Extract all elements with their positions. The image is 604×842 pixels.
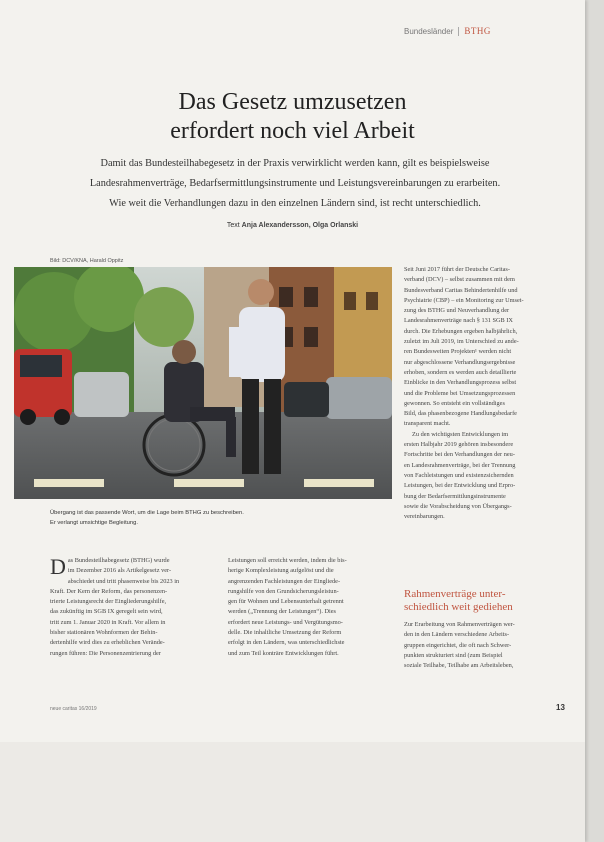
body-line: angrenzenden Fachleistungen der Eingliede- xyxy=(228,577,341,585)
body-line: punkten strukturiert sind (zum Beispiel xyxy=(404,651,503,659)
body-line: erhoben, sondern es werden auch detaillierte xyxy=(404,368,517,376)
caption-line: Übergang ist das passende Wort, um die Lage beim BTHG zu beschreiben. xyxy=(50,510,244,516)
body-line: ren Bundesweiten Projekten¹ werden nicht xyxy=(404,348,512,356)
body-line: Seit Juni 2017 führt der Deutsche Caritas- xyxy=(404,266,510,273)
author-names: Anja Alexandersson, Olga Orlanski xyxy=(241,222,359,229)
body-column-3 xyxy=(404,265,554,522)
body-line: tritt zum 1. Januar 2020 in Kraft. Vor allem in xyxy=(50,618,166,626)
photo-credit: Bild: DCV/KNA, Harald Oppitz xyxy=(50,258,124,264)
body-line: Psychiatrie (CBP) – ein Monitoring zur Umset- xyxy=(404,296,524,304)
body-line: durch. Die Erhebungen ergeben halbjährlich, xyxy=(404,327,518,335)
body-column-4 xyxy=(404,620,554,671)
subheading-line: schiedlich weit gediehen xyxy=(404,601,513,613)
running-head-brand: BTHG xyxy=(464,26,491,36)
body-line: Bundesverband Caritas Behindertenhilfe und xyxy=(404,286,518,294)
body-line: Bild, das phasenbezogene Handlungsbedarfe xyxy=(404,410,517,418)
body-line: Leistungen soll erreicht werden, indem die bis- xyxy=(228,557,347,564)
page-number: 13 xyxy=(556,703,565,712)
running-head-divider xyxy=(458,27,459,36)
body-line: en Landesrahmenverträge, bei der Trennung xyxy=(404,461,516,469)
body-line: bisher stationären Wohnformen der Behin- xyxy=(50,629,158,637)
body-line: gen für Wohnen und Lebensunterhalt getrennt xyxy=(228,598,344,606)
body-line: transparent macht. xyxy=(404,420,451,428)
body-line: zung des BTHG und Neuverhandlung der xyxy=(404,307,510,315)
body-line: sowie die Vorabscheidung von Übergangs- xyxy=(404,502,512,510)
lead-line: Wie weit die Verhandlungen dazu in den einzelnen Ländern sind, ist recht unterschiedlich. xyxy=(109,198,481,209)
article-headline xyxy=(40,88,545,146)
article-photo xyxy=(14,267,392,499)
body-line: herige Komplexleistung aufgelöst und die xyxy=(228,567,334,575)
body-line: Fortschritte bei den Verhandlungen der neu- xyxy=(404,451,515,459)
photo-caption xyxy=(50,508,380,528)
body-line: Einblicke in den Verhandlungsprozess selbst xyxy=(404,379,517,387)
article-lead xyxy=(60,154,530,214)
lead-line: Damit das Bundesteilhabegesetz in der Praxis verwirklicht werden kann, gilt es beispielsweise xyxy=(100,158,490,169)
body-line: rungen führen: Die Personenzentrierung der xyxy=(50,649,161,657)
subheading-line: Rahmenverträge unter- xyxy=(404,588,506,600)
body-line: Zur Erarbeitung von Rahmenverträgen wer- xyxy=(404,621,515,628)
author-prefix: Text xyxy=(226,222,240,229)
lead-line: Landesrahmenverträge, Bedarfsermittlungsinstrumente und Leistungsvereinbarungen zu erarbeiten. xyxy=(89,178,501,189)
body-line: ersten Halbjahr 2019 gehören insbesondere xyxy=(404,441,514,449)
author-line xyxy=(0,222,585,229)
body-column-1 xyxy=(50,556,220,659)
body-line: gruppen eingerichtet, die oft nach Schwer- xyxy=(404,641,512,649)
body-line: gewonnen. So entsteht ein vollständiges xyxy=(404,399,505,407)
body-column-2 xyxy=(228,556,398,659)
headline-line-1: Das Gesetz umzusetzen xyxy=(178,89,407,115)
body-line: as Bundesteilhabegesetz (BTHG) wurde xyxy=(67,557,170,564)
caption-line: Er verlangt umsichtige Begleitung. xyxy=(50,520,138,526)
body-line: das zukünftig im SGB IX geregelt sein wird, xyxy=(50,608,163,616)
body-line: und zum Teil konträre Entwicklungen führt. xyxy=(228,649,339,657)
body-line: im Dezember 2016 als Artikelgesetz ver- xyxy=(67,567,172,575)
body-line: rungshilfe von den Grundsicherungsleistun- xyxy=(228,587,339,595)
body-line: erfolgt in den Ländern, was unterschiedlichste xyxy=(228,639,345,647)
body-line: dertenhilfe wird dies zu erheblichen Verände- xyxy=(50,639,165,647)
body-line: Zu den wichtigsten Entwicklungen im xyxy=(412,430,509,438)
body-line: werden („Trennung der Leistungen“). Dies xyxy=(228,608,337,616)
body-line: trierte Leistungsrecht der Eingliederungshilfe, xyxy=(50,598,167,606)
body-line: und die Probleme bei Umsetzungsprozessen xyxy=(404,389,516,397)
body-line: von Fachleistungen und existenzsichernden xyxy=(404,471,514,479)
dropcap: D xyxy=(50,554,66,579)
body-line: zuletzt im Juli 2019, im Unterschied zu ande- xyxy=(404,338,519,346)
body-line: Leistungen, bei der Entwicklung und Erpro- xyxy=(404,482,516,490)
running-head xyxy=(404,26,491,36)
body-line: abschiedet und tritt phasenweise bis 2023 in xyxy=(67,577,180,585)
footer-publication: neue caritas 16/2019 xyxy=(50,706,97,712)
body-line: delle. Die inhaltliche Umsetzung der Reform xyxy=(228,629,342,637)
body-line: bung der Bedarfsermittlungsinstrumente xyxy=(404,492,506,500)
section-subheading xyxy=(404,588,513,614)
headline-line-2: erfordert noch viel Arbeit xyxy=(170,118,415,144)
running-head-section: Bundesländer xyxy=(404,27,454,36)
body-line: soziale Teilhabe, Teilhabe am Arbeitsleben, xyxy=(404,662,514,670)
body-line: verband (DCV) – selbst zusammen mit dem xyxy=(404,276,515,284)
body-line: erfordert neue Leistungs- und Vergütungsmo- xyxy=(228,618,343,626)
body-line: Kraft. Der Kern der Reform, das personenzen- xyxy=(50,587,168,595)
body-line: Landesrahmenverträge nach § 131 SGB IX xyxy=(404,317,513,325)
body-line: vereinbarungen. xyxy=(404,513,445,521)
body-line: nur abgeschlossene Verhandlungsergebnisse xyxy=(404,358,516,366)
body-line: den in den Ländern verschiedene Arbeits- xyxy=(404,631,510,639)
